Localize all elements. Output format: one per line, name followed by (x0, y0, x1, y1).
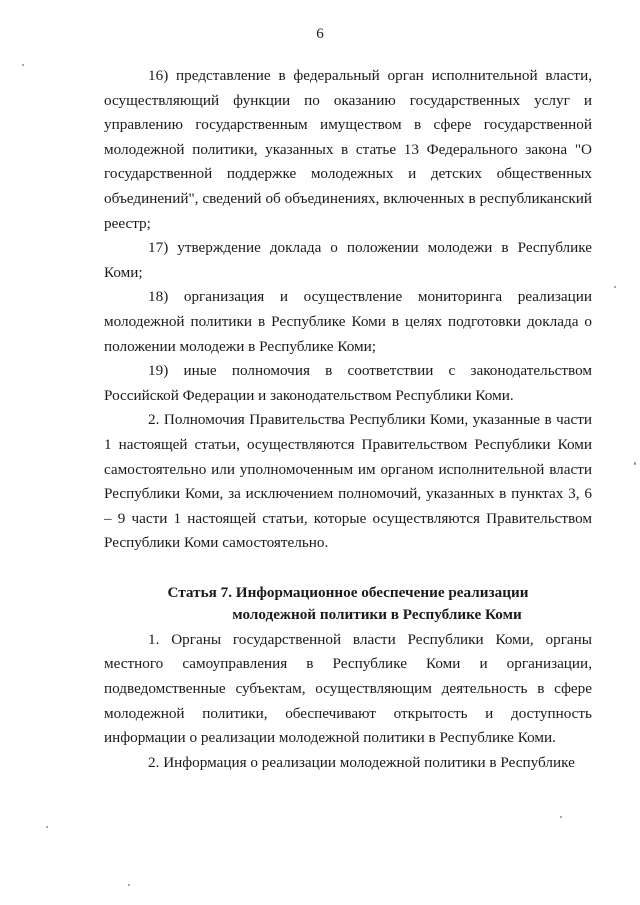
document-body (104, 64, 592, 775)
paragraph-item-19: 19) иные полномочия в соответствии с законодательством Российской Федерации и законодательством Республики Коми. (104, 362, 592, 404)
scan-speck (634, 462, 636, 465)
article-7-part-1: 1. Органы государственной власти Республики Коми, органы местного самоуправления в Республике Коми и организации, подведомственные субъектам, осуществляющим деятельность в сфере молодежной политики, обеспечивают открытость и доступность информации о реализации молодежной политики в Республике Коми. (104, 630, 592, 747)
article-7-part-2: 2. Информация о реализации молодежной политики в Республике (148, 753, 575, 771)
paragraph-item-17: 17) утверждение доклада о положении молодежи в Республике Коми; (104, 239, 592, 281)
article-heading-line2: молодежной политики в Республике Коми (232, 605, 522, 623)
scan-speck (128, 884, 130, 886)
scan-speck (560, 816, 562, 818)
page-number: 6 (316, 26, 324, 42)
scan-speck (22, 64, 24, 66)
article-7-heading (104, 582, 592, 626)
paragraph-part-2: 2. Полномочия Правительства Республики Коми, указанные в части 1 настоящей статьи, осуществляются Правительством Республики Коми самостоятельно или уполномоченным им органом исполнительной власти Республики Коми, за исключением полномочий, указанных в пунктах 3, 6 – 9 части 1 настоящей статьи, которые осуществляются Правительством Республики Коми самостоятельно. (104, 411, 592, 552)
article-heading-line1: Статья 7. Информационное обеспечение реализации (167, 583, 529, 601)
paragraph-item-16: 16) представление в федеральный орган исполнительной власти, осуществляющий функции по оказанию государственных услуг и управлению государственным имуществом в сфере государственной молодежной политики, указанных в статье 13 Федерального закона "О государственной поддержке молодежных и детских общественных объединений", сведений об объединениях, включенных в республиканский реестр; (104, 67, 592, 232)
scan-speck (46, 826, 48, 828)
scan-speck (614, 286, 616, 288)
paragraph-item-18: 18) организация и осуществление мониторинга реализации молодежной политики в Республике Коми в целях подготовки доклада о положении молодежи в Республике Коми; (104, 288, 592, 355)
